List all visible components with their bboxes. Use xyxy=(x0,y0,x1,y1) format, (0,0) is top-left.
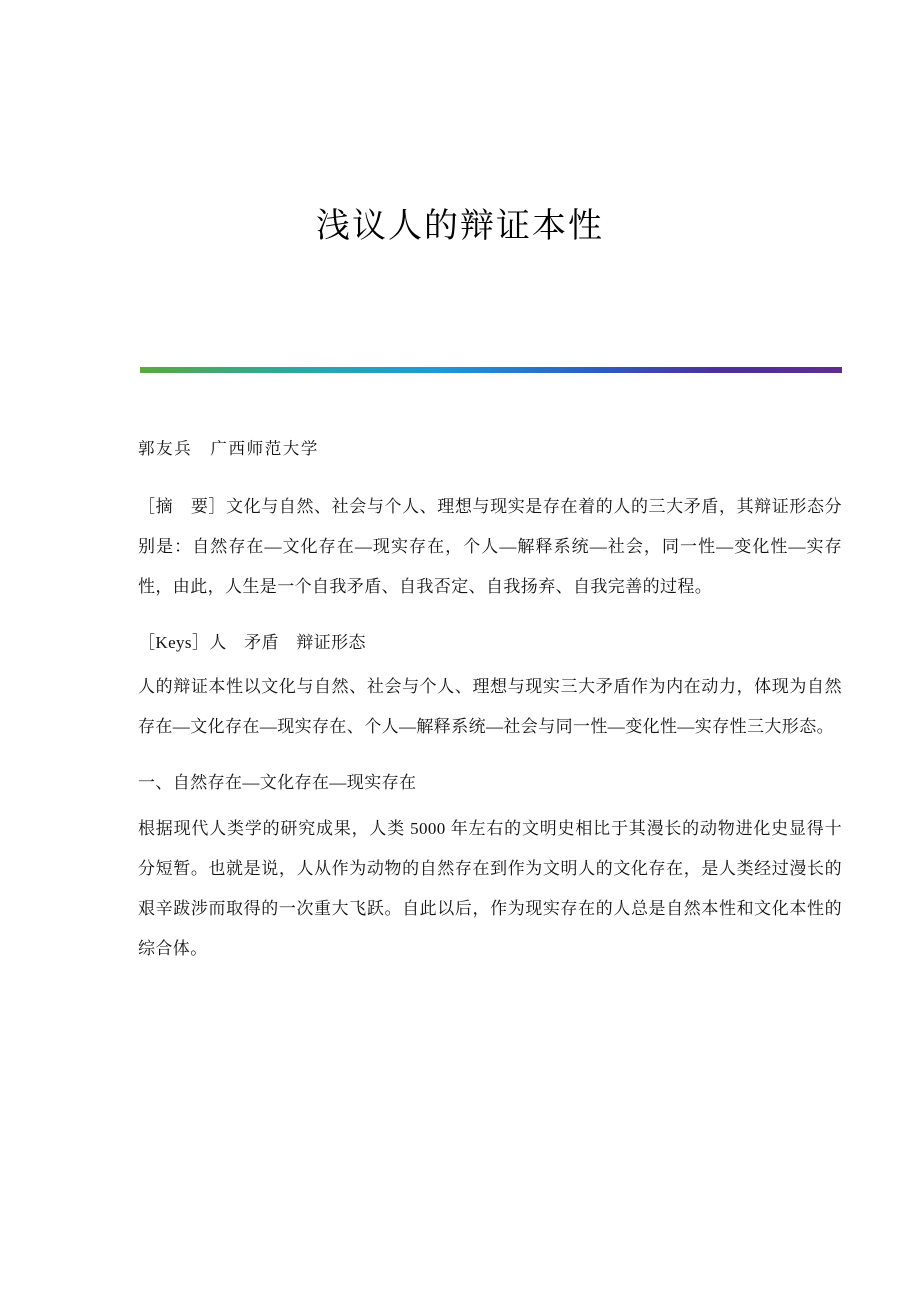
section-one-paragraph: 根据现代人类学的研究成果，人类 5000 年左右的文明史相比于其漫长的动物进化史显得十分短暂。也就是说，人从作为动物的自然存在到作为文明人的文化存在，是人类经过漫长的艰辛跋涉而取得的一次重大飞跃。自此以后，作为现实存在的人总是自然本性和文化本性的综合体。 xyxy=(138,818,842,958)
document-body xyxy=(0,435,920,968)
intro-paragraph: 人的辩证本性以文化与自然、社会与个人、理想与现实三大矛盾作为内在动力，体现为自然存在—文化存在—现实存在、个人—解释系统—社会与同一性—变化性—实存性三大形态。 xyxy=(138,676,842,736)
spacer xyxy=(138,613,842,623)
gradient-divider xyxy=(140,367,842,373)
section-heading-one: 一、自然存在—文化存在—现实存在 xyxy=(138,772,417,792)
keywords-paragraph: ［Keys］人 矛盾 辩证形态 xyxy=(138,633,366,652)
abstract-paragraph: ［摘 要］文化与自然、社会与个人、理想与现实是存在着的人的三大矛盾，其辩证形态分别是：自然存在—文化存在—现实存在，个人—解释系统—社会，同一性—变化性—实存性，由此，人生是一个自我矛盾、自我否定、自我扬弃、自我完善的过程。 xyxy=(138,497,842,597)
divider-wrapper xyxy=(0,367,920,373)
page-title: 浅议人的辩证本性 xyxy=(316,208,604,245)
author-byline: 郭友兵 广西师范大学 xyxy=(138,439,319,459)
